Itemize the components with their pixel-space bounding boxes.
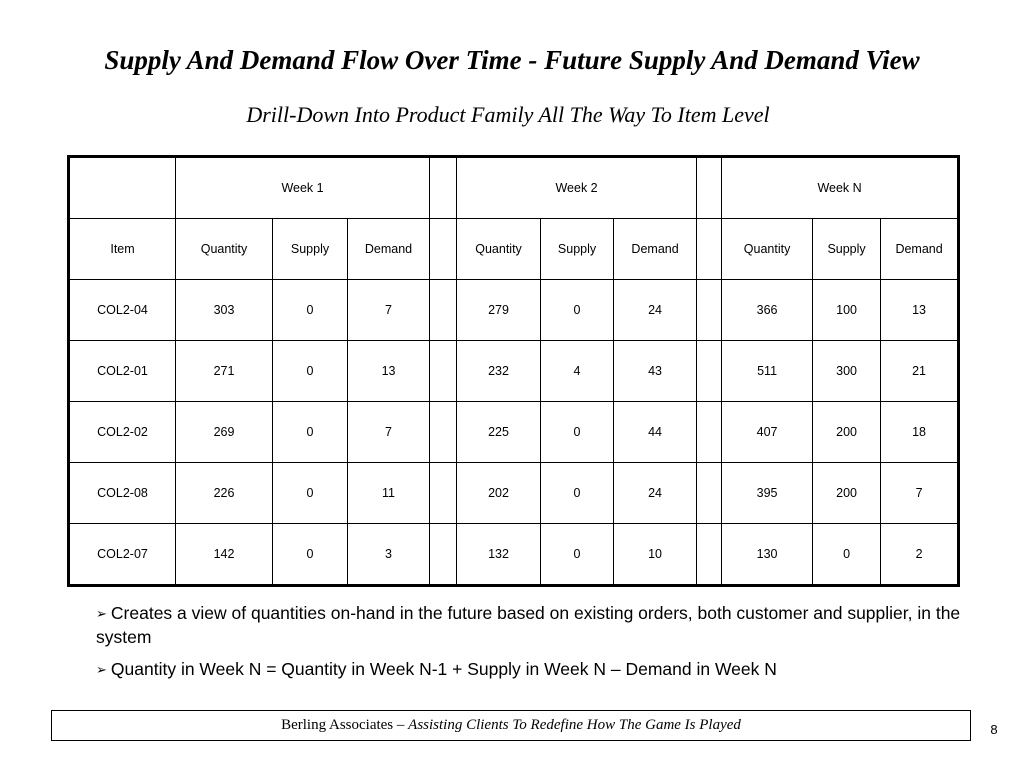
item-column-header: Item bbox=[69, 219, 176, 280]
table-body bbox=[69, 157, 959, 586]
item-cell: COL2-07 bbox=[69, 524, 176, 586]
quantity-cell: 395 bbox=[722, 463, 813, 524]
supply-cell: 100 bbox=[813, 280, 881, 341]
supply-cell: 4 bbox=[541, 341, 614, 402]
supply-column-header: Supply bbox=[541, 219, 614, 280]
demand-cell: 11 bbox=[348, 463, 430, 524]
item-cell: COL2-02 bbox=[69, 402, 176, 463]
demand-cell: 7 bbox=[348, 280, 430, 341]
quantity-cell: 407 bbox=[722, 402, 813, 463]
quantity-column-header: Quantity bbox=[722, 219, 813, 280]
demand-cell: 7 bbox=[881, 463, 959, 524]
supply-cell: 0 bbox=[541, 280, 614, 341]
demand-cell: 24 bbox=[614, 280, 697, 341]
supply-column-header: Supply bbox=[273, 219, 348, 280]
week-n-header: Week N bbox=[722, 157, 959, 219]
supply-cell: 0 bbox=[273, 463, 348, 524]
supply-cell: 0 bbox=[273, 402, 348, 463]
supply-cell: 0 bbox=[541, 524, 614, 586]
supply-cell: 0 bbox=[541, 463, 614, 524]
demand-cell: 13 bbox=[881, 280, 959, 341]
demand-cell: 10 bbox=[614, 524, 697, 586]
supply-column-header: Supply bbox=[813, 219, 881, 280]
quantity-cell: 366 bbox=[722, 280, 813, 341]
demand-column-header: Demand bbox=[348, 219, 430, 280]
supply-demand-table bbox=[67, 155, 960, 587]
quantity-cell: 269 bbox=[176, 402, 273, 463]
supply-cell: 0 bbox=[273, 341, 348, 402]
quantity-cell: 303 bbox=[176, 280, 273, 341]
supply-cell: 0 bbox=[541, 402, 614, 463]
spacer-cell bbox=[697, 280, 722, 341]
table-row bbox=[69, 463, 959, 524]
quantity-cell: 202 bbox=[457, 463, 541, 524]
demand-cell: 24 bbox=[614, 463, 697, 524]
quantity-cell: 142 bbox=[176, 524, 273, 586]
demand-cell: 3 bbox=[348, 524, 430, 586]
quantity-column-header: Quantity bbox=[457, 219, 541, 280]
week-header-row bbox=[69, 157, 959, 219]
quantity-cell: 130 bbox=[722, 524, 813, 586]
spacer-cell bbox=[430, 524, 457, 586]
table-row bbox=[69, 524, 959, 586]
bullet-item bbox=[96, 602, 976, 649]
footer-tagline: Assisting Clients To Redefine How The Game Is Played bbox=[408, 717, 741, 733]
demand-cell: 7 bbox=[348, 402, 430, 463]
bullet-item bbox=[96, 658, 976, 682]
supply-cell: 0 bbox=[273, 280, 348, 341]
demand-cell: 44 bbox=[614, 402, 697, 463]
quantity-cell: 226 bbox=[176, 463, 273, 524]
spacer-cell bbox=[430, 463, 457, 524]
demand-cell: 2 bbox=[881, 524, 959, 586]
spacer-cell bbox=[430, 341, 457, 402]
slide-title: Supply And Demand Flow Over Time - Future Supply And Demand View bbox=[104, 45, 920, 75]
slide-subtitle: Drill-Down Into Product Family All The Way To Item Level bbox=[246, 102, 770, 127]
spacer-cell bbox=[697, 157, 722, 219]
table-row bbox=[69, 402, 959, 463]
column-header-row bbox=[69, 219, 959, 280]
footer-company: Berling Associates – bbox=[281, 717, 409, 733]
demand-cell: 43 bbox=[614, 341, 697, 402]
week-1-header: Week 1 bbox=[176, 157, 430, 219]
spacer-cell bbox=[430, 219, 457, 280]
demand-column-header: Demand bbox=[881, 219, 959, 280]
demand-cell: 18 bbox=[881, 402, 959, 463]
spacer-cell bbox=[697, 341, 722, 402]
spacer-cell bbox=[430, 402, 457, 463]
footer-banner bbox=[51, 710, 971, 741]
page-number: 8 bbox=[990, 722, 998, 737]
spacer-cell bbox=[697, 219, 722, 280]
spacer-cell bbox=[697, 402, 722, 463]
demand-column-header: Demand bbox=[614, 219, 697, 280]
spacer-cell bbox=[430, 280, 457, 341]
quantity-cell: 132 bbox=[457, 524, 541, 586]
quantity-cell: 225 bbox=[457, 402, 541, 463]
spacer-cell bbox=[697, 524, 722, 586]
item-cell: COL2-08 bbox=[69, 463, 176, 524]
supply-cell: 200 bbox=[813, 463, 881, 524]
spacer-cell bbox=[697, 463, 722, 524]
spacer-cell bbox=[430, 157, 457, 219]
quantity-cell: 511 bbox=[722, 341, 813, 402]
demand-cell: 21 bbox=[881, 341, 959, 402]
supply-cell: 0 bbox=[273, 524, 348, 586]
arrow-bullet-icon: ➢ bbox=[96, 662, 107, 677]
table-row bbox=[69, 341, 959, 402]
table-row bbox=[69, 280, 959, 341]
quantity-cell: 271 bbox=[176, 341, 273, 402]
week-2-header: Week 2 bbox=[457, 157, 697, 219]
corner-cell bbox=[69, 157, 176, 219]
bullet-text: Creates a view of quantities on-hand in the future based on existing orders, both customer and supplier, in the system bbox=[96, 603, 961, 647]
quantity-column-header: Quantity bbox=[176, 219, 273, 280]
bullet-text: Quantity in Week N = Quantity in Week N-1 + Supply in Week N – Demand in Week N bbox=[110, 659, 777, 679]
supply-cell: 0 bbox=[813, 524, 881, 586]
arrow-bullet-icon: ➢ bbox=[96, 606, 107, 621]
quantity-cell: 279 bbox=[457, 280, 541, 341]
item-cell: COL2-04 bbox=[69, 280, 176, 341]
item-cell: COL2-01 bbox=[69, 341, 176, 402]
supply-cell: 200 bbox=[813, 402, 881, 463]
quantity-cell: 232 bbox=[457, 341, 541, 402]
bullet-list bbox=[96, 602, 976, 691]
supply-cell: 300 bbox=[813, 341, 881, 402]
demand-cell: 13 bbox=[348, 341, 430, 402]
